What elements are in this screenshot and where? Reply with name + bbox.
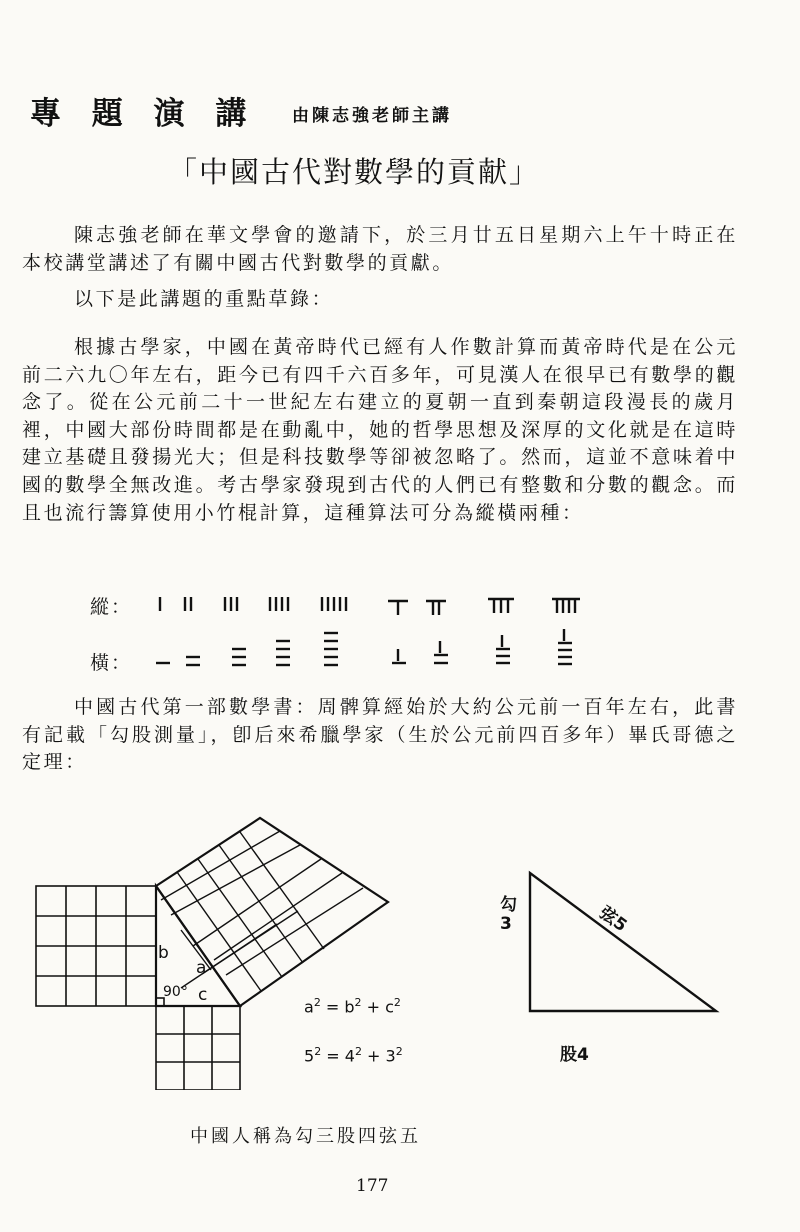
label-gou: 勾	[500, 895, 517, 915]
page-number: 177	[356, 1176, 389, 1196]
figure-caption: 中國人稱為勾三股四弦五	[190, 1126, 421, 1147]
label-gu: 股4	[560, 1045, 589, 1065]
header-title: 專 題 演 講	[30, 96, 257, 132]
pythagorean-figure	[30, 790, 470, 1090]
label-xian: 弦5	[595, 902, 631, 937]
label-gou-number: 3	[500, 914, 512, 934]
paragraph-summary-lead: 以下是此講題的重點草錄：	[74, 288, 334, 310]
counting-rods	[140, 585, 600, 685]
right-triangle-figure	[520, 865, 725, 1015]
label-c: c	[198, 985, 208, 1005]
paragraph-intro: 陳志強老師在華文學會的邀請下，於三月廿五日星期六上午十時正在本校講堂講述了有關中國古代對數學的貢獻。	[22, 224, 738, 274]
equation-general: $a^2 = b^2 + c^2$	[304, 996, 401, 1017]
label-b: b	[158, 943, 169, 963]
page-title: 「中國古代對數學的貢献」	[168, 155, 541, 189]
header-subtitle: 由陳志強老師主講	[292, 106, 452, 126]
rods-vertical-label: 縱：	[90, 596, 133, 618]
label-angle: 90°	[163, 984, 188, 1000]
paragraph-body: 根據古學家，中國在黃帝時代已經有人作數計算而黃帝時代是在公元前二六九〇年左右，距今已有四千六百多年，可見漢人在很早已有數學的觀念了。從在公元前二十一世紀左右建立的夏朝一直到秦朝這段漫長的歲月裡，中國大部份時間都是在動亂中，她的哲學思想及深厚的文化就是在這時建立基礎且發揚光大；但是科技數學等卻被忽略了。然而，這並不意味着中國的數學全無改進。考古學家發現到古代的人們已有整數和分數的觀念。而且也流行籌算使用小竹棍計算，這種算法可分為縱橫兩種：	[22, 336, 738, 524]
label-a: a	[196, 958, 207, 978]
paragraph-book: 中國古代第一部數學書：周髀算經始於大約公元前一百年左右，此書有記載「勾股測量」，卽后來希臘學家（生於公元前四百多年）畢氏哥德之定理：	[22, 696, 738, 774]
equation-numeric: $5^2 = 4^2 + 3^2$	[304, 1045, 403, 1066]
rods-horizontal-label: 橫：	[90, 652, 133, 674]
